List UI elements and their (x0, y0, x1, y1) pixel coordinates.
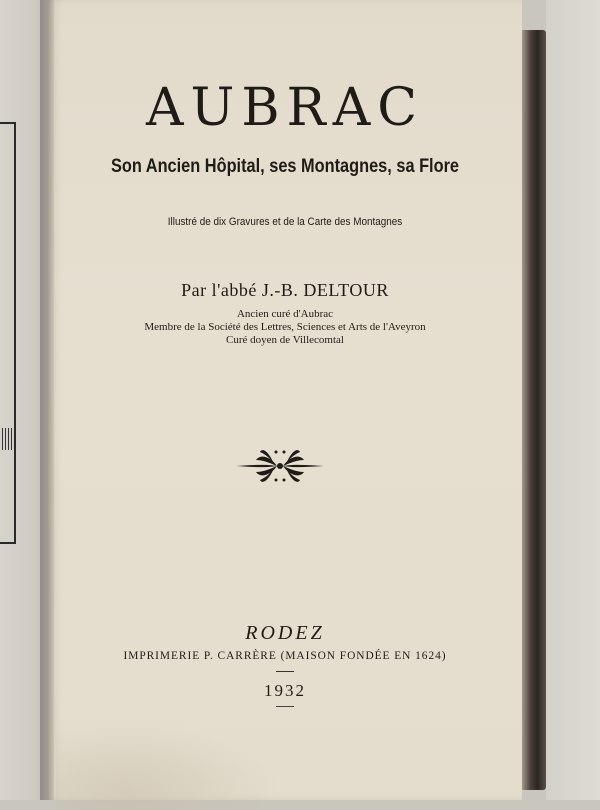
book-subtitle: Son Ancien Hôpital, ses Montagnes, sa Flore (110, 156, 460, 177)
printer-line: IMPRIMERIE P. CARRÈRE (MAISON FONDÉE EN 1624) (123, 648, 447, 662)
background-surface (546, 0, 600, 800)
title-page (48, 0, 522, 800)
publication-city: RODEZ (245, 622, 325, 644)
author-line: Par l'abbé J.-B. DELTOUR (181, 280, 389, 300)
publication-year: 1932 (264, 681, 306, 700)
floral-ornament-icon (232, 446, 328, 486)
illustration-note: Illustré de dix Gravures et de la Carte des Montagnes (167, 216, 403, 228)
previous-page-marks (2, 428, 12, 450)
previous-page-frame (0, 122, 16, 544)
divider (276, 671, 294, 672)
page-gutter-shadow (40, 0, 54, 800)
author-credential: Curé doyen de Villecomtal (226, 334, 344, 346)
author-credential: Ancien curé d'Aubrac (236, 308, 334, 320)
divider (276, 706, 294, 707)
book-title: AUBRAC (145, 78, 425, 138)
paper-stain (56, 720, 286, 810)
author-credential: Membre de la Société des Lettres, Sciences et Arts de l'Aveyron (144, 321, 426, 333)
